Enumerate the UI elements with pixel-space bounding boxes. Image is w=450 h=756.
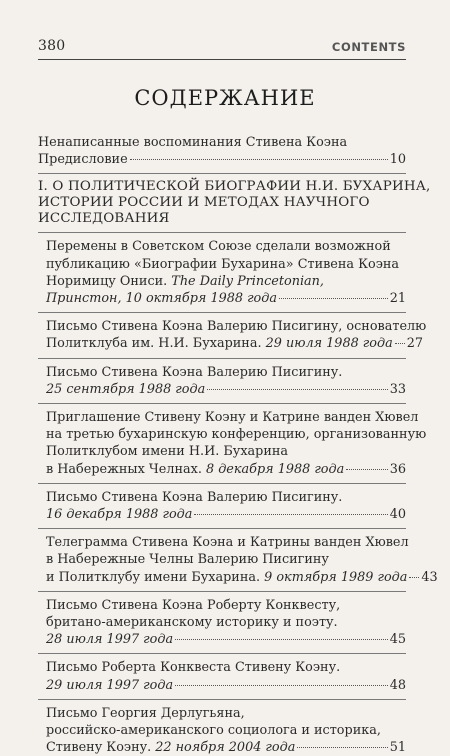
entry-page-number: 51 [389,740,406,756]
entry-page-number: 33 [389,381,406,397]
toc-entry [38,705,406,756]
entry-line: Письмо Стивена Коэна Валерию Писигину. [46,364,343,380]
entry-page-number: 40 [389,507,406,523]
entry-leader-line [46,461,406,478]
running-title: CONTENTS [331,40,406,54]
entry-text: Политклуба им. Н.И. Бухарина. [46,336,266,352]
entry-line: Письмо Стивена Коэна Валерию Писигину. [46,489,343,505]
entry-date: 29 июля 1997 года [46,677,174,693]
entry-page-number: 27 [406,336,424,352]
entry-line: в Набережные Челны Валерию Писигину [46,552,329,568]
divider [38,358,406,359]
dot-leader [297,747,387,748]
entry-text: Стивену Коэну. [46,740,156,756]
entry-line: Письмо Роберта Конквеста Стивену Коэну. [46,660,341,676]
entry-line: Приглашение Стивену Коэну и Катрине ванден Хювел [46,410,419,426]
entry-date: 25 сентября 1988 года [46,381,206,397]
entry-line: Телеграмма Стивена Коэна и Катрины ванден Хювел [46,535,409,551]
dot-leader [207,389,387,390]
toc-entry [38,659,406,693]
divider [38,699,406,700]
entry-line: на третью бухаринскую конференцию, организованную [46,427,427,443]
entry-line: Предисловие [38,152,128,168]
dot-leader [130,159,388,160]
toc-entry [38,489,406,523]
entry-page-number: 36 [389,461,406,477]
entry-text-with-date [46,739,295,756]
dot-leader [409,577,419,578]
entry-date: 8 декабря 1988 года [205,461,345,477]
dot-leader [194,514,387,515]
entry-line [46,273,406,290]
toc-entry [38,534,438,586]
section-heading-line: ИССЛЕДОВАНИЯ [38,211,170,227]
divider [38,483,406,484]
toc-entry [38,238,406,307]
dot-leader [175,685,388,686]
page-number: 380 [38,38,66,54]
entry-page-number: 43 [421,569,438,585]
entry-page-number: 48 [389,677,406,693]
entry-leader-line [46,631,406,648]
entry-leader-line [46,569,438,586]
entry-date: 16 декабря 1988 года [46,507,193,523]
toc-entry [38,597,406,649]
entry-leader-line [46,677,406,694]
entry-line: Политклубом имени Н.И. Бухарина [46,444,289,460]
entry-leader-line [46,506,406,523]
entry-date: 22 ноября 2004 года [155,740,296,756]
entry-text: и Политклубу имени Бухарина. [46,569,265,585]
divider [38,173,406,174]
entry-leader-line [46,381,406,398]
entry-date: 29 июля 1988 года [265,336,393,352]
entry-leader-line [46,290,406,307]
toc-entry [38,318,427,352]
divider [38,403,406,404]
entry-line: Письмо Стивена Коэна Валерию Писигину, основателю [46,319,427,335]
divider [38,653,406,654]
entry-text-with-date [46,335,393,352]
entry-leader-line [46,739,406,756]
divider [38,528,406,529]
entry-line: Ненаписанные воспоминания Стивена Коэна [38,135,348,150]
entry-text-with-date [46,569,407,586]
divider [38,591,406,592]
entry-date: Принстон, 10 октября 1988 года [46,291,277,307]
dot-leader [279,298,388,299]
entry-text: в Набережных Челнах. [46,461,206,477]
dot-leader [346,469,387,470]
entry-text-with-date [46,461,344,478]
entry-line: публикацию «Биографии Бухарина» Стивена Коэна [46,256,400,272]
entry-line: российско-американского социолога и историка, [46,723,381,739]
page-title: СОДЕРЖАНИЕ [134,86,316,110]
table-of-contents [38,134,438,756]
entry-leader-line [38,151,406,168]
divider [38,312,406,313]
entry-page-number: 21 [389,291,406,307]
entry-date: 28 июля 1997 года [46,632,174,648]
entry-line: Письмо Георгия Дерлугьяна, [46,705,245,721]
source-title: The Daily Princetonian, [171,273,324,289]
dot-leader [395,343,405,344]
section-heading-line: I. О ПОЛИТИЧЕСКОЙ БИОГРАФИИ Н.И. БУХАРИНА, [38,179,431,195]
entry-page-number: 10 [389,152,406,168]
entry-line: Письмо Стивена Коэна Роберту Конквесту, [46,597,341,613]
toc-entry [38,364,406,398]
dot-leader [175,639,388,640]
toc-entry [38,409,427,478]
divider [38,232,406,233]
entry-line: британо-американскому историку и поэту. [46,615,338,631]
entry-line: Перемены в Советском Союзе сделали возможной [46,239,391,255]
header-divider [38,59,406,60]
section-heading-line: ИСТОРИИ РОССИИ И МЕТОДАХ НАУЧНОГО [38,195,370,211]
section-heading [38,179,431,227]
entry-date: 9 октября 1989 года [264,569,408,585]
entry-text: Норимицу Ониси. [46,273,172,289]
entry-leader-line [46,335,424,352]
toc-entry-preface [38,134,406,168]
entry-page-number: 45 [389,632,406,648]
